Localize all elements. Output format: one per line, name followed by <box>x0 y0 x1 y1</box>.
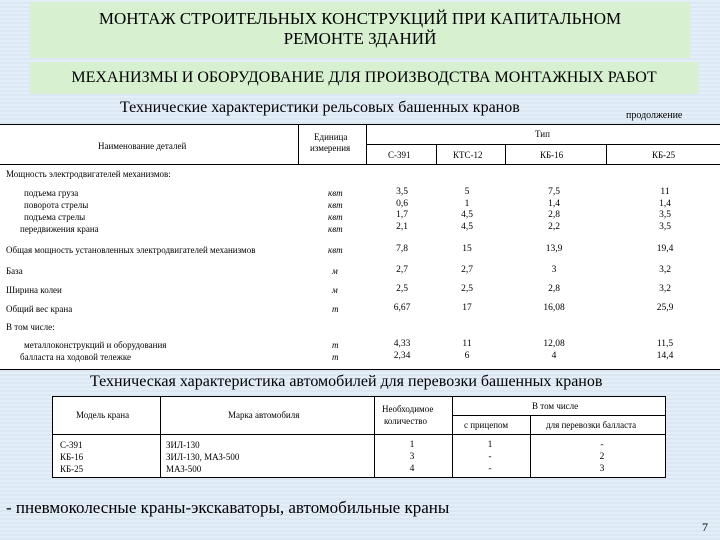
section2-title: Техническая характеристика автомобилей для перевозки башенных кранов <box>90 373 603 390</box>
table-line <box>298 124 299 164</box>
gauge-label: Ширина колеи <box>6 285 62 295</box>
table-line <box>452 415 666 416</box>
table-line <box>0 369 720 370</box>
unit-cell: м <box>332 266 338 276</box>
table-line <box>452 396 453 478</box>
including-item: балласта на ходовой тележке <box>20 352 131 362</box>
value-cell: 1,7 <box>396 210 408 220</box>
value-cell: 6,67 <box>393 303 411 313</box>
value-cell: 11 <box>462 339 472 349</box>
value-cell: 4 <box>551 350 557 361</box>
continuation-label: продолжение <box>626 110 683 121</box>
value-cell: 4,5 <box>461 221 473 232</box>
value-cell: 7,5 <box>548 187 560 197</box>
unit-cell: квт <box>328 245 343 255</box>
table-line <box>160 396 161 478</box>
title-banner <box>30 2 690 58</box>
table-line <box>606 144 607 164</box>
value-cell: 25,9 <box>656 303 674 313</box>
unit-cell: квт <box>328 188 343 198</box>
incl-values-kb16 <box>534 339 574 362</box>
value-cell: 11 <box>660 187 670 197</box>
value-cell: 3,2 <box>659 265 671 275</box>
incl-values-kb25 <box>645 339 685 362</box>
value-cell: 2,7 <box>396 265 408 275</box>
value-cell: 0,6 <box>396 198 408 209</box>
title-line-2: РЕМОНТЕ ЗДАНИЙ <box>283 29 437 48</box>
value-cell: 12,08 <box>543 339 565 349</box>
table-line <box>52 434 666 435</box>
total-power-label: Общая мощность установленных электродвигателей механизмов <box>6 245 256 255</box>
power-header: Мощность электродвигателей механизмов: <box>6 169 171 179</box>
value-cell: 3,5 <box>659 210 671 220</box>
unit-cell: квт <box>328 200 343 210</box>
table-line <box>366 144 720 145</box>
incl-values-kts12 <box>447 339 487 362</box>
value-cell: 13,9 <box>545 244 563 254</box>
value-cell: 2,7 <box>461 265 473 275</box>
brand-column <box>166 439 239 475</box>
brand-cell: ЗИЛ-130, МАЗ-500 <box>166 452 240 462</box>
model-cell: КБ-16 <box>60 452 84 462</box>
header-needed-1: Необходимое <box>382 404 434 414</box>
unit-cell: квт <box>328 224 343 234</box>
power-values-kb16 <box>534 187 574 233</box>
value-cell: 7,8 <box>396 244 408 254</box>
value-cell: 4,5 <box>461 210 473 220</box>
value-cell: 2,5 <box>396 284 408 294</box>
value-cell: 2,5 <box>461 284 473 294</box>
header-unit-2: измерения <box>310 143 351 153</box>
trailer-cell: - <box>488 464 492 474</box>
table-line <box>665 396 666 478</box>
trailer-cell: - <box>488 452 492 462</box>
value-cell: 2,8 <box>548 284 560 294</box>
ballast-cell: - <box>600 440 604 450</box>
ballast-cell: 3 <box>599 464 605 474</box>
table-line <box>374 396 375 478</box>
model-cell: С-391 <box>60 440 83 450</box>
trailer-cell: 1 <box>487 440 493 450</box>
unit-cell: т <box>332 340 339 350</box>
table-line <box>0 164 720 165</box>
value-cell: 3,5 <box>659 221 671 232</box>
value-cell: 2,34 <box>393 350 411 361</box>
value-cell: 1 <box>464 198 470 209</box>
value-cell: 11,5 <box>656 339 674 349</box>
value-cell: 15 <box>462 244 472 254</box>
type-kb16: КБ-16 <box>540 150 564 160</box>
incl-values-c391 <box>382 339 422 362</box>
header-ballast: для перевозки балласта <box>546 420 637 430</box>
header-including: В том числе <box>532 401 579 411</box>
header-needed-2: количество <box>384 416 427 426</box>
value-cell: 6 <box>464 350 470 361</box>
value-cell: 2,1 <box>396 221 408 232</box>
including-item: металлоконструкций и оборудования <box>24 340 167 350</box>
value-cell: 2,8 <box>548 210 560 220</box>
title-line-1: МОНТАЖ СТРОИТЕЛЬНЫХ КОНСТРУКЦИЙ ПРИ КАПИТАЛЬНОМ <box>98 9 622 28</box>
value-cell: 3 <box>551 265 557 275</box>
trailer-column <box>470 439 510 475</box>
brand-cell: ЗИЛ-130 <box>166 440 200 450</box>
header-name: Наименование деталей <box>98 141 187 151</box>
power-values-kts12 <box>447 187 487 233</box>
value-cell: 4,33 <box>393 339 411 349</box>
unit-cell: т <box>332 304 339 314</box>
type-kts12: КТС-12 <box>453 150 483 160</box>
value-cell: 14,4 <box>656 350 674 361</box>
needed-column <box>392 439 432 475</box>
bottom-note: - пневмоколесные краны-экскаваторы, автомобильные краны <box>6 498 450 517</box>
table-line <box>530 415 531 478</box>
unit-cell: квт <box>328 212 343 222</box>
section1-title: Технические характеристики рельсовых башенных кранов <box>120 99 520 116</box>
value-cell: 3,5 <box>396 187 408 197</box>
value-cell: 16,08 <box>543 303 565 313</box>
table-line <box>0 124 720 125</box>
type-c391: С-391 <box>388 150 411 160</box>
value-cell: 17 <box>462 303 472 313</box>
table-line <box>52 477 666 478</box>
table-line <box>436 144 437 164</box>
header-brand: Марка автомобиля <box>228 410 300 420</box>
brand-cell: МАЗ-500 <box>166 464 202 474</box>
table-line <box>52 396 666 397</box>
value-cell: 1,4 <box>659 198 671 209</box>
crane-specs-table <box>0 124 720 370</box>
page-number: 7 <box>702 520 708 534</box>
power-item: передвижения крана <box>20 224 99 234</box>
power-values-kb25 <box>645 187 685 233</box>
model-cell: КБ-25 <box>60 464 84 474</box>
value-cell: 2,2 <box>548 221 560 232</box>
header-model: Модель крана <box>76 410 130 420</box>
power-item: подъема стрелы <box>24 212 86 222</box>
power-item: поворота стрелы <box>24 200 89 210</box>
value-cell: 5 <box>464 187 470 197</box>
ballast-column <box>582 439 622 475</box>
type-kb25: КБ-25 <box>652 150 676 160</box>
needed-cell: 3 <box>409 452 415 462</box>
unit-cell: т <box>332 352 339 362</box>
needed-cell: 1 <box>409 440 415 450</box>
table-line <box>52 396 53 478</box>
including-label: В том числе: <box>6 322 55 332</box>
header-trailer: с прицепом <box>464 420 509 430</box>
weight-label: Общий вес крана <box>6 304 73 314</box>
vehicles-table <box>52 396 666 478</box>
base-label: База <box>6 266 23 276</box>
header-unit-1: Единица <box>314 132 348 142</box>
value-cell: 1,4 <box>548 198 560 209</box>
value-cell: 3,2 <box>659 284 671 294</box>
needed-cell: 4 <box>409 464 415 474</box>
unit-cell: м <box>332 285 338 295</box>
ballast-cell: 2 <box>599 452 605 462</box>
subtitle-banner: МЕХАНИЗМЫ И ОБОРУДОВАНИЕ ДЛЯ ПРОИЗВОДСТВА МОНТАЖНЫХ РАБОТ <box>30 62 698 94</box>
table-line <box>505 144 506 164</box>
model-column <box>60 439 83 475</box>
power-item: подъема груза <box>24 188 79 198</box>
value-cell: 19,4 <box>656 244 674 254</box>
power-values-c391 <box>382 187 422 233</box>
header-type: Тип <box>535 129 550 139</box>
